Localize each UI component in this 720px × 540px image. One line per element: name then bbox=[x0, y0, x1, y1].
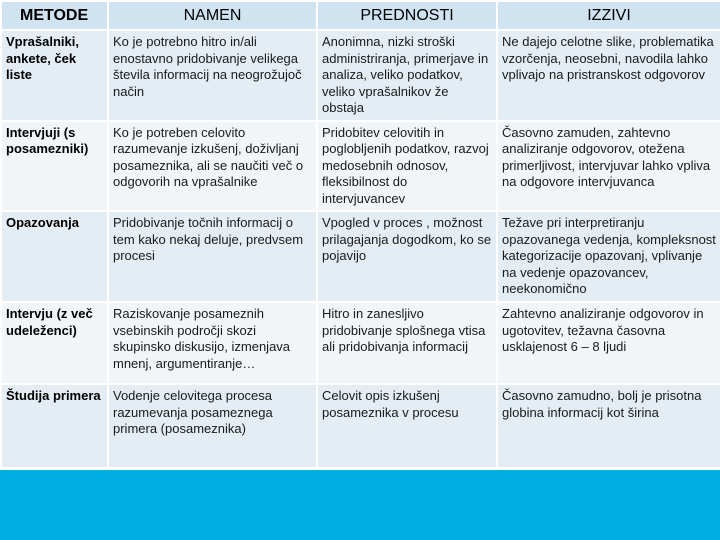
footer-band bbox=[0, 470, 720, 540]
cell-namen: Ko je potreben celovito razumevanje izkušenj, doživljanj posameznika, ali se naučiti več o odgovorih na vprašalnike bbox=[108, 121, 317, 212]
cell-namen: Ko je potrebno hitro in/ali enostavno pridobivanje velikega števila informacij na neogrožujoč način bbox=[108, 30, 317, 121]
cell-prednosti: Celovit opis izkušenj posameznika v procesu bbox=[317, 384, 497, 468]
table-row bbox=[1, 121, 720, 212]
cell-metoda: Študija primera bbox=[1, 384, 108, 468]
cell-prednosti: Vpogled v proces , možnost prilagajanja dogodkom, ko se pojavijo bbox=[317, 211, 497, 302]
cell-izzivi: Časovno zamudno, bolj je prisotna globina informacij kot širina bbox=[497, 384, 720, 468]
header-prednosti: PREDNOSTI bbox=[317, 1, 497, 30]
cell-metoda: Opazovanja bbox=[1, 211, 108, 302]
table-row bbox=[1, 211, 720, 302]
header-izzivi: IZZIVI bbox=[497, 1, 720, 30]
cell-namen: Raziskovanje posameznih vsebinskih področji skozi skupinsko diskusijo, izmenjava mnenj, argumentiranje… bbox=[108, 302, 317, 384]
cell-metoda: Intervjuji (s posamezniki) bbox=[1, 121, 108, 212]
cell-izzivi: Ne dajejo celotne slike, problematika vzorčenja, neosebni, navodila lahko vplivajo na pristranskost odgovorov bbox=[497, 30, 720, 121]
cell-metoda: Intervju (z več udeleženci) bbox=[1, 302, 108, 384]
table-row bbox=[1, 302, 720, 384]
table-row bbox=[1, 384, 720, 468]
header-namen: NAMEN bbox=[108, 1, 317, 30]
cell-metoda: Vprašalniki, ankete, ček liste bbox=[1, 30, 108, 121]
cell-namen: Vodenje celovitega procesa razumevanja posameznega primera (posameznika) bbox=[108, 384, 317, 468]
cell-prednosti: Anonimna, nizki stroški administriranja, primerjave in analiza, veliko podatkov, veliko vprašalnikov že obstaja bbox=[317, 30, 497, 121]
cell-namen: Pridobivanje točnih informacij o tem kako nekaj deluje, predvsem procesi bbox=[108, 211, 317, 302]
header-metode: METODE bbox=[1, 1, 108, 30]
cell-izzivi: Zahtevno analiziranje odgovorov in ugotovitev, težavna časovna usklajenost 6 – 8 ljudi bbox=[497, 302, 720, 384]
table-header-row bbox=[1, 1, 720, 30]
table-row bbox=[1, 30, 720, 121]
cell-izzivi: Težave pri interpretiranju opazovanega vedenja, kompleksnost kategorizacije opazovanj, vplivanje na vedenje opazovancev, neekonomično bbox=[497, 211, 720, 302]
cell-prednosti: Hitro in zanesljivo pridobivanje splošnega vtisa ali pridobivanja informacij bbox=[317, 302, 497, 384]
cell-izzivi: Časovno zamuden, zahtevno analiziranje odgovorov, otežena primerljivost, intervjuvar lahko vpliva na odgovore intervjuvanca bbox=[497, 121, 720, 212]
cell-prednosti: Pridobitev celovitih in poglobljenih podatkov, razvoj medosebnih odnosov, fleksibilnost do intervjuvancev bbox=[317, 121, 497, 212]
